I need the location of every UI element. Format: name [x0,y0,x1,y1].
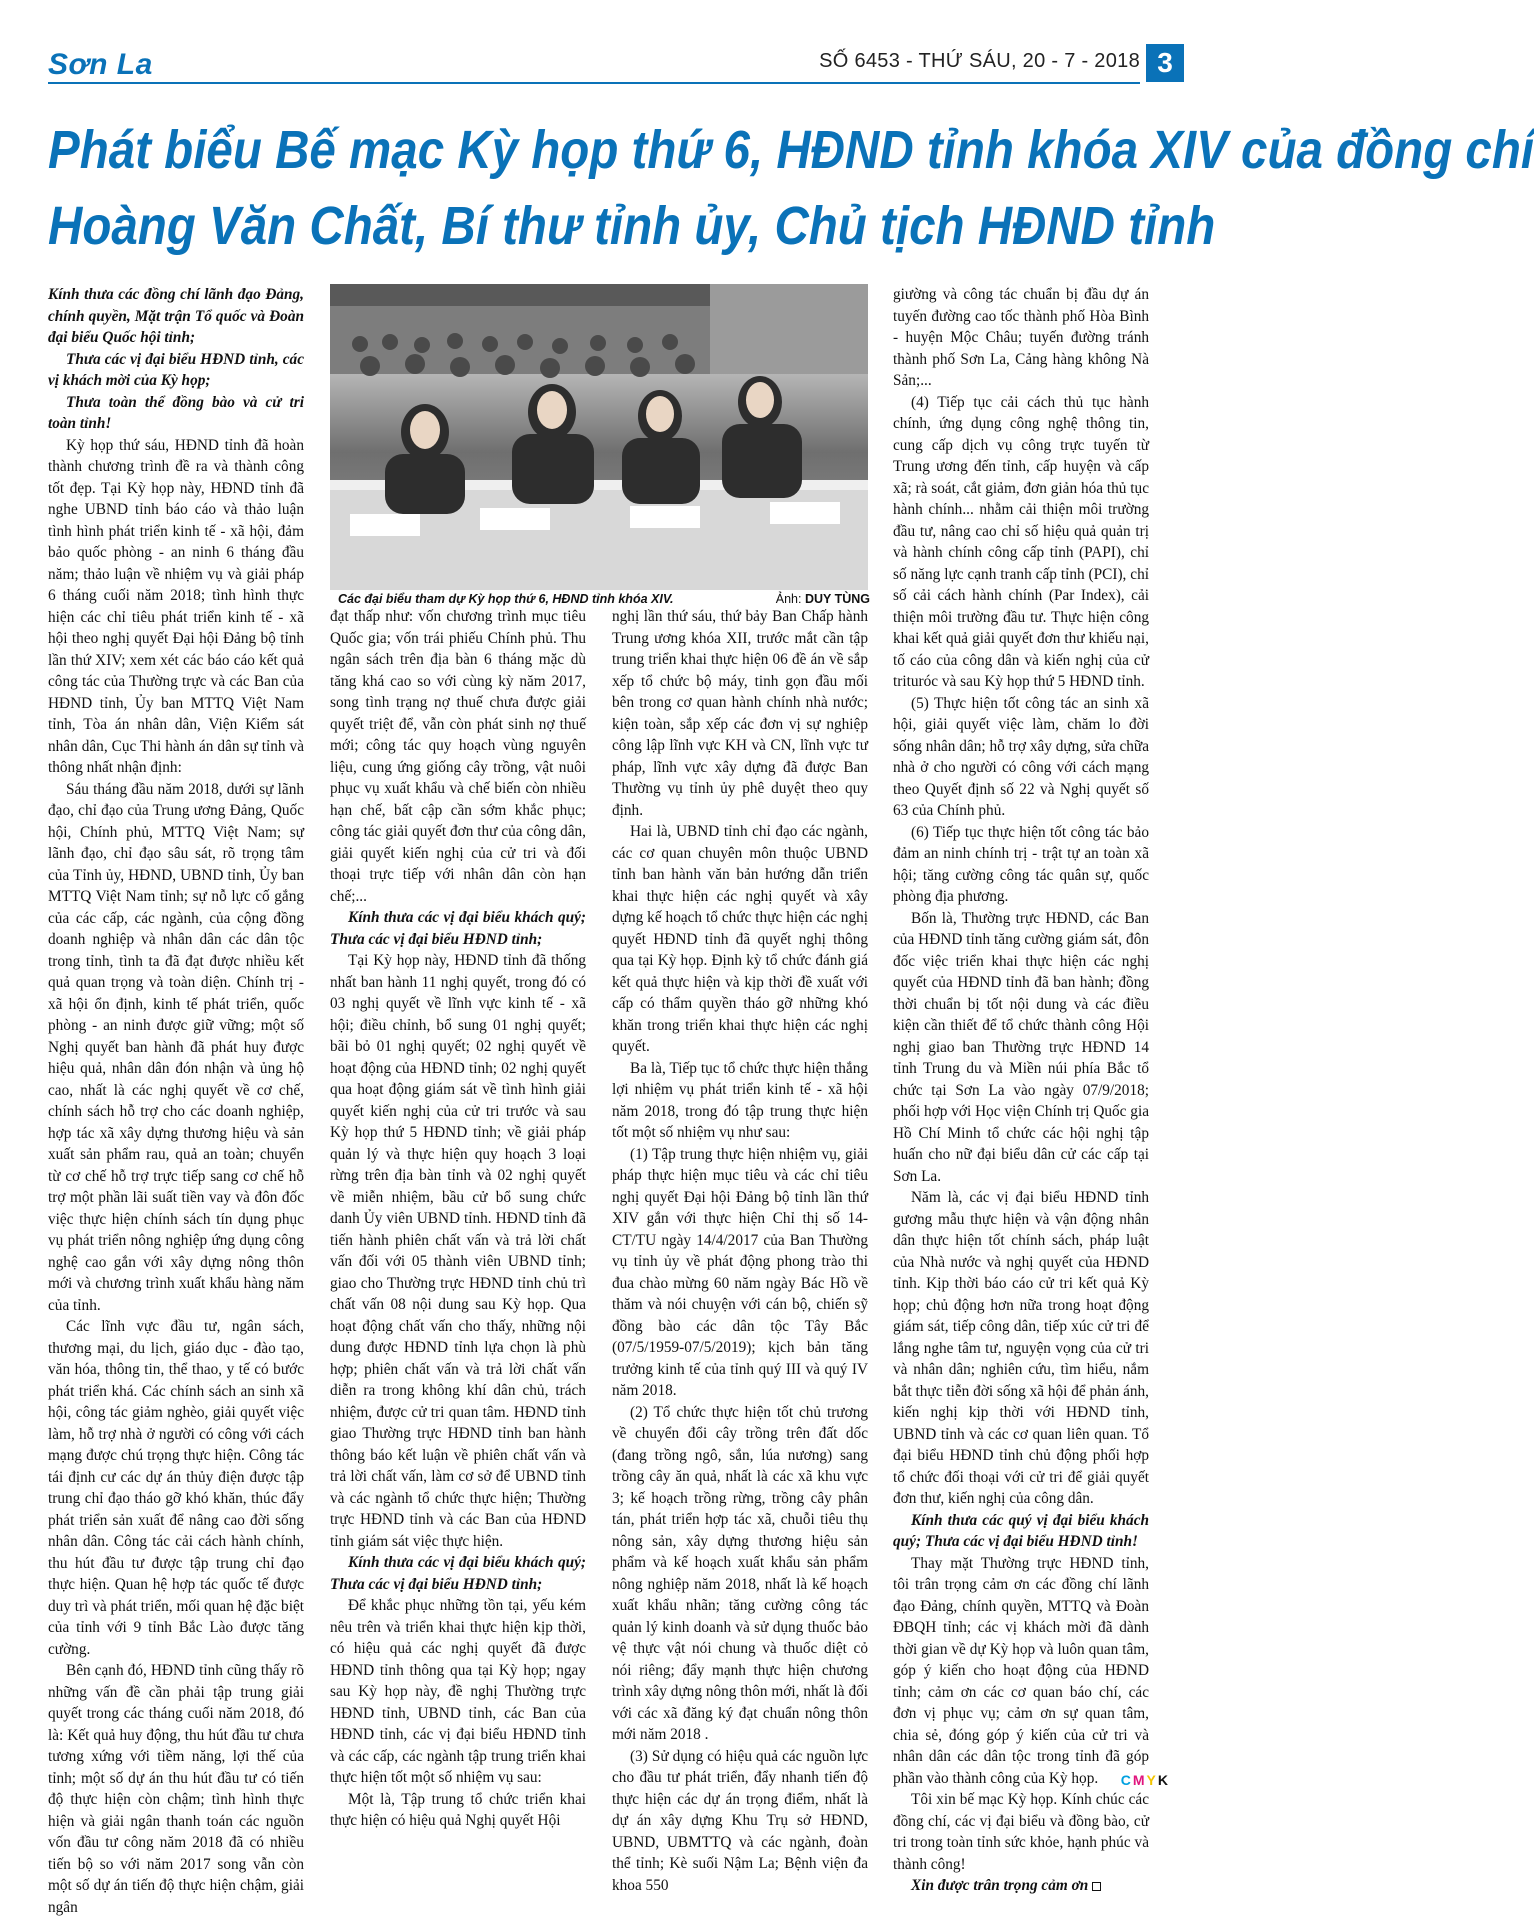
closing-line [893,1875,1149,1897]
headline [48,112,1534,264]
paragraph: Kỳ họp thứ sáu, HĐND tỉnh đã hoàn thành chương trình đề ra và thành công tốt đẹp. Tại Kỳ họp này, HĐND tỉnh đã nghe UBND tỉnh báo cáo và thảo luận tình hình phát triển kinh tế - xã hội, đảm bảo quốc phòng - an ninh 6 tháng đầu năm; thảo luận về nhiệm vụ và giải pháp 6 tháng cuối năm 2018; tình hình thực hiện các chỉ tiêu phát triển kinh tế - xã hội theo nghị quyết Đại hội Đảng bộ tỉnh lần thứ XIV; xem xét các báo cáo kết quả công tác của Thường trực và các Ban của HĐND tỉnh, Ủy ban MTTQ Việt Nam tỉnh, Tòa án nhân dân, Viện Kiểm sát nhân dân, Cục Thi hành án dân sự tỉnh và thông nhất nhận định: [48,436,304,776]
photo-credit-name: DUY TÙNG [804,592,870,606]
paragraph: (5) Thực hiện tốt công tác an sinh xã hội, giải quyết việc làm, chăm lo đời sống nhân dân; hỗ trợ xây dựng, sửa chữa nhà ở cho người có công với cách mạng theo Quyết định số 22 và Nghị quyết số 63 của Chính phủ. [893,694,1149,819]
paragraph: (2) Tổ chức thực hiện tốt chủ trương về chuyển đổi cây trồng trên đất dốc (đang trồng ngô, sắn, lúa nương) sang trồng cây ăn quả, nhất là các xã khu vực 3; kế hoạch trồng rừng, trồng cây phân tán, phát triển hợp tác xã, chuỗi tiêu thụ nông sản, xây dựng thương hiệu sản phẩm và kế hoạch xuất khẩu sản phẩm nông nghiệp năm 2018, nhất là kế hoạch xuất khẩu nhãn; tăng cường công tác quản lý kinh doanh và sử dụng thuốc bảo vệ thực vật nói chung và thuốc diệt cỏ nói riêng; đẩy mạnh thực hiện chương trình xây dựng nông thôn mới, nhất là đối với các xã đăng ký đạt chuẩn nông thôn mới năm 2018 . [612,1403,868,1743]
paragraph: Bên cạnh đó, HĐND tỉnh cũng thấy rõ những vấn đề cần phải tập trung giải quyết trong các tháng cuối năm 2018, đó là: Kết quả huy động, thu hút đầu tư chưa tương xứng với tiềm năng, lợi thế của tỉnh; một số dự án thu hút đầu tư có tiến độ thực hiện còn chậm; tình hình thực hiện và giải ngân thanh toán các nguồn vốn đầu tư công năm 2018 đã có nhiều tiến bộ so với năm 2017 song vẫn còn một số dự án tiến độ thực hiện chậm, giải ngân [48,1662,304,1916]
cmyk-c: C [1120,1772,1133,1788]
salutation: Kính thưa các quý vị đại biểu khách quý; Thưa các vị đại biểu HĐND tỉnh! [893,1511,1149,1550]
salutation-1: Kính thưa các đồng chí lãnh đạo Đảng, chính quyền, Mặt trận Tổ quốc và Đoàn đại biểu Quốc hội tỉnh; [48,286,304,346]
cmyk-m: M [1132,1772,1147,1788]
headline-line-1: Phát biểu Bế mạc Kỳ họp thứ 6, HĐND tỉnh khóa XIV của đồng chí [48,120,1534,180]
paragraph: Hai là, UBND tỉnh chỉ đạo các ngành, các cơ quan chuyên môn thuộc UBND tỉnh ban hành văn bản hướng dẫn triển khai thực hiện các nghị quyết và xây dựng kế hoạch tổ chức thực hiện các nghị quyết HĐND tỉnh đã quyết nghị thông qua tại Kỳ họp. Định kỳ tổ chức đánh giá kết quả thực hiện và kịp thời đề xuất với cấp có thẩm quyền tháo gỡ những khó khăn trong triển khai thực hiện các nghị quyết. [612,823,868,1055]
paragraph: (1) Tập trung thực hiện nhiệm vụ, giải pháp thực hiện mục tiêu và các chỉ tiêu nghị quyết Đại hội Đảng bộ tỉnh lần thứ XIV gắn với thực hiện Chỉ thị số 14-CT/TU ngày 14/4/2017 của Ban Thường vụ tỉnh ủy về phát động phong trào thi đua chào mừng 60 năm ngày Bác Hồ về thăm và nói chuyện với cán bộ, chiến sỹ đồng bào các dân tộc Tây Bắc (07/5/1959-07/5/2019); kịch bản tăng trưởng kinh tế của tỉnh quý III và quý IV năm 2018. [612,1145,868,1399]
paragraph: Tại Kỳ họp này, HĐND tỉnh đã thống nhất ban hành 11 nghị quyết, trong đó có 03 nghị quyết về lĩnh vực kinh tế - xã hội; điều chỉnh, bổ sung 01 nghị quyết; bãi bỏ 01 nghị quyết; 02 nghị quyết về hoạt động của HĐND tỉnh; 02 nghị quyết qua hoạt động giám sát về tình hình giải quyết kiến nghị của cử tri trước và sau Kỳ họp thứ 5 HĐND tỉnh; về giải pháp quản lý và thực hiện quy hoạch 3 loại rừng trên địa bàn tỉnh và 02 nghị quyết về miễn nhiệm, bầu cử bổ sung chức danh Ủy viên UBND tỉnh. HĐND tỉnh đã tiến hành phiên chất vấn và trả lời chất vấn đối với 05 thành viên UBND tỉnh; giao cho Thường trực HĐND tỉnh chủ trì chất vấn 08 nội dung sau Kỳ họp. Qua hoạt động chất vấn cho thấy, những nội dung được HĐND tỉnh lựa chọn là phù hợp; phiên chất vấn và trả lời chất vấn diễn ra trong không khí dân chủ, trách nhiệm, được cử tri quan tâm. HĐND tỉnh giao Thường trực HĐND tỉnh ban hành thông báo kết luận về phiên chất vấn và trả lời chất vấn, làm cơ sở để UBND tỉnh và các ngành tổ chức thực hiện; Thường trực HĐND tỉnh và các Ban của HĐND tỉnh giám sát việc thực hiện. [330,952,586,1550]
article-column-3 [612,606,868,1894]
paragraph: Để khắc phục những tồn tại, yếu kém nêu trên và triển khai thực hiện kịp thời, có hiệu quả các nghị quyết đã được HĐND tỉnh thông qua tại Kỳ họp; ngay sau Kỳ họp này, đề nghị Thường trực HĐND tỉnh, UBND tỉnh, các Ban của HĐND tỉnh, các vị đại biểu HĐND tỉnh và các cấp, các ngành tập trung triển khai thực hiện tốt một số nhiệm vụ sau: [330,1597,586,1786]
end-mark-icon [1092,1882,1101,1891]
page-number-badge: 3 [1146,44,1184,82]
headline-line-2: Hoàng Văn Chất, Bí thư tỉnh ủy, Chủ tịch HĐND tỉnh [48,196,1216,256]
paragraph: Tôi xin bế mạc Kỳ họp. Kính chúc các đồng chí, các vị đại biểu và đồng bào, cử tri trong toàn tỉnh sức khỏe, hạnh phúc và thành công! [893,1791,1149,1873]
page-header [0,0,1200,92]
cmyk-print-marks [1121,1772,1170,1788]
paragraph: đạt thấp như: vốn chương trình mục tiêu Quốc gia; vốn trái phiếu Chính phủ. Thu ngân sách trên địa bàn 6 tháng mặc dù tăng khá cao so với cùng kỳ năm 2017, song tình trạng nợ thuế chưa được giải quyết triệt để, vẫn còn phát sinh nợ thuế mới; công tác quy hoạch vùng nguyên liệu, cung ứng giống cây trồng, vật nuôi phục vụ xuất khẩu và chế biến còn nhiều hạn chế, bất cập cần sớm khắc phục; công tác giải quyết đơn thư của công dân, giải quyết kiến nghị của cử tri và đối thoại trực tiếp với nhân dân còn hạn chế;... [330,608,586,905]
closing-text: Xin được trân trọng cảm ơn [911,1877,1089,1894]
photo-caption: Các đại biểu tham dự Kỳ họp thứ 6, HĐND tỉnh khóa XIV. [338,592,674,606]
photo-credit-label: Ảnh: [775,592,802,606]
article-column-1 [48,284,304,1916]
paragraph: Thay mặt Thường trực HĐND tỉnh, tôi trân trọng cảm ơn các đồng chí lãnh đạo Đảng, chính quyền, MTTQ và Đoàn ĐBQH tỉnh; các vị khách mời đã dành thời gian về dự Kỳ họp và luôn quan tâm, góp ý kiến cho hoạt động của HĐND tỉnh; cảm ơn các cơ quan báo chí, các đơn vị phục vụ; cảm ơn sự quan tâm, chia sẻ, đóng góp ý kiến của cử tri và nhân dân các dân tộc trong tỉnh đã góp phần vào thành công của Kỳ họp. [893,1554,1149,1787]
salutation: Kính thưa các vị đại biểu khách quý; Thưa các vị đại biểu HĐND tỉnh; [330,1554,586,1593]
paragraph: Ba là, Tiếp tục tổ chức thực hiện thắng lợi nhiệm vụ phát triển kinh tế - xã hội năm 2018, trong đó tập trung thực hiện tốt một số nhiệm vụ như sau: [612,1059,868,1141]
article-column-2 [330,606,586,1829]
article-column-4 [893,284,1149,1894]
paragraph: Sáu tháng đầu năm 2018, dưới sự lãnh đạo, chỉ đạo của Trung ương Đảng, Quốc hội, Chính phủ, MTTQ Việt Nam; sự lãnh đạo, chỉ đạo sâu sát, rõ trọng tâm của Tỉnh ủy, HĐND, UBND tỉnh, Ủy ban MTTQ Việt Nam tỉnh; sự nỗ lực cố gắng của các cấp, các ngành, của cộng đồng doanh nghiệp và nhân dân các dân tộc trong tỉnh, tình ta đã đạt được nhiều kết quả quan trọng và toàn diện. Chính trị - xã hội ổn định, kinh tế phát triển, quốc phòng - an ninh được giữ vững; một số Nghị quyết ban hành đã phát huy được hiệu quả, nhân dân đón nhận và ủng hộ cao, nhất là các nghị quyết về cơ chế, chính sách hỗ trợ cho các doanh nghiệp, hợp tác xã xây dựng thương hiệu và sản xuất sản phẩm rau, quả an toàn; chuyển từ cơ chế hỗ trợ trực tiếp sang cơ chế hỗ trợ một phần lãi suất tiền vay và đôn đốc việc thực hiện chính sách tín dụng phục vụ phát triển nông nghiệp ứng dụng công nghệ cao gắn với xây dựng nông thôn mới và chương trình xuất khẩu hàng năm của tỉnh. [48,780,304,1314]
paragraph: (6) Tiếp tục thực hiện tốt công tác bảo đảm an ninh chính trị - trật tự an toàn xã hội; tăng cường công tác quân sự, quốc phòng địa phương. [893,823,1149,905]
paragraph: Các lĩnh vực đầu tư, ngân sách, thương mại, du lịch, giáo dục - đào tạo, văn hóa, thông tin, thể thao, y tế có bước phát triển khá. Các chính sách an sinh xã hội, công tác giảm nghèo, giải quyết việc làm, hỗ trợ nhà ở người có công với cách mạng được chú trọng thực hiện. Công tác tái định cư các dự án thủy điện được tập trung chỉ đạo tháo gỡ khó khăn, thúc đẩy phát triển sản xuất để nâng cao đời sống nhân dân. Công tác cải cách hành chính, thu hút đầu tư được tập trung chỉ đạo thực hiện. Quan hệ hợp tác quốc tế được duy trì và phát triển, mối quan hệ đặc biệt của tỉnh với 9 tỉnh Bắc Lào được tăng cường. [48,1318,304,1658]
section-name: Sơn La [48,48,153,81]
article-photo [330,284,868,590]
salutation: Kính thưa các vị đại biểu khách quý; Thưa các vị đại biểu HĐND tỉnh; [330,909,586,948]
photo-credit [770,592,870,606]
salutation-2: Thưa các vị đại biểu HĐND tỉnh, các vị khách mời của Kỳ họp; [48,350,304,389]
cmyk-y: Y [1146,1772,1158,1788]
salutation-3: Thưa toàn thể đồng bào và cử tri toàn tỉnh! [48,393,304,432]
paragraph: nghị lần thứ sáu, thứ bảy Ban Chấp hành Trung ương khóa XII, trước mắt cần tập trung triển khai thực hiện 06 đề án về sắp xếp tổ chức bộ máy, tinh gọn đầu mối bên trong cơ quan hành chính nhà nước; kiện toàn, sắp xếp các đơn vị sự nghiệp công lập lĩnh vực KH và CN, lĩnh vực tư pháp, lĩnh vực xây dựng đã được Ban Thường vụ tỉnh ủy phê duyệt theo quy định. [612,608,868,819]
conference-photo-illustration [330,284,868,590]
paragraph: (4) Tiếp tục cải cách thủ tục hành chính, ứng dụng công nghệ thông tin, cung cấp dịch vụ công trực tuyến từ Trung ương đến tỉnh, cấp huyện và cấp xã; rà soát, cắt giảm, đơn giản hóa thủ tục hành chính... nhằm cải thiện môi trường đầu tư, nâng cao chỉ số hiệu quả quản trị và hành chính công cấp tỉnh (PAPI), chỉ số năng lực cạnh tranh cấp tỉnh (PCI), chỉ số cải cách hành chính (Par Index), cải thiện môi trường đầu tư. Thực hiện công khai kết quả giải quyết đơn thư khiếu nại, tố cáo của công dân và kiến nghị của cử trituróc và sau Kỳ họp thứ 5 HĐND tỉnh. [893,393,1149,690]
issue-date-line: SỐ 6453 - THỨ SÁU, 20 - 7 - 2018 [819,50,1140,72]
paragraph: Năm là, các vị đại biểu HĐND tỉnh gương mẫu thực hiện và vận động nhân dân thực hiện tốt chính sách, pháp luật của Nhà nước và nghị quyết của HĐND tỉnh. Kịp thời báo cáo cử tri kết quả Kỳ họp; chủ động hơn nữa trong hoạt động giám sát, tiếp công dân, tiếp xúc cử tri để lắng nghe tâm tư, nguyện vọng của cử tri và nhân dân; nghiên cứu, tìm hiểu, nắm bắt thực tiễn đời sống xã hội để phản ánh, kiến nghị kịp thời với HĐND tỉnh, UBND tỉnh và các cơ quan liên quan. Tổ đại biểu HĐND tỉnh chủ động phối hợp tổ chức đối thoại với cử tri để giải quyết đơn thư, kiến nghị của công dân. [893,1189,1149,1507]
paragraph: Bốn là, Thường trực HĐND, các Ban của HĐND tỉnh tăng cường giám sát, đôn đốc việc triển khai thực hiện các nghị quyết của HĐND tỉnh đã ban hành; đồng thời chuẩn bị tốt nội dung và các điều kiện cần thiết để tổ chức thành công Hội nghị giao ban Thường trực HĐND 14 tỉnh Trung du và Miền núi phía Bắc tổ chức tại Sơn La vào ngày 07/9/2018; phối hợp với Học viện Chính trị Quốc gia Hồ Chí Minh tổ chức các hội nghị tập huấn cho nữ đại biểu dân cử các cấp tại Sơn La. [893,909,1149,1185]
paragraph: (3) Sử dụng có hiệu quả các nguồn lực cho đầu tư phát triển, đẩy nhanh tiến độ thực hiện các dự án trọng điểm, nhất là dự án xây dựng Khu Trụ sở HĐND, UBND, UBMTTQ và các ngành, đoàn thể tỉnh; Kè suối Nậm La; Bệnh viện đa khoa 550 [612,1747,868,1894]
cmyk-k: K [1157,1772,1170,1788]
paragraph: giường và công tác chuẩn bị đầu dự án tuyến đường cao tốc thành phố Hòa Bình - huyện Mộc Châu; tuyến đường tránh thành phố Sơn La, Cảng hàng không Nà Sản;... [893,286,1149,389]
header-rule [48,82,1140,84]
paragraph: Một là, Tập trung tổ chức triển khai thực hiện có hiệu quả Nghị quyết Hội [330,1790,586,1829]
